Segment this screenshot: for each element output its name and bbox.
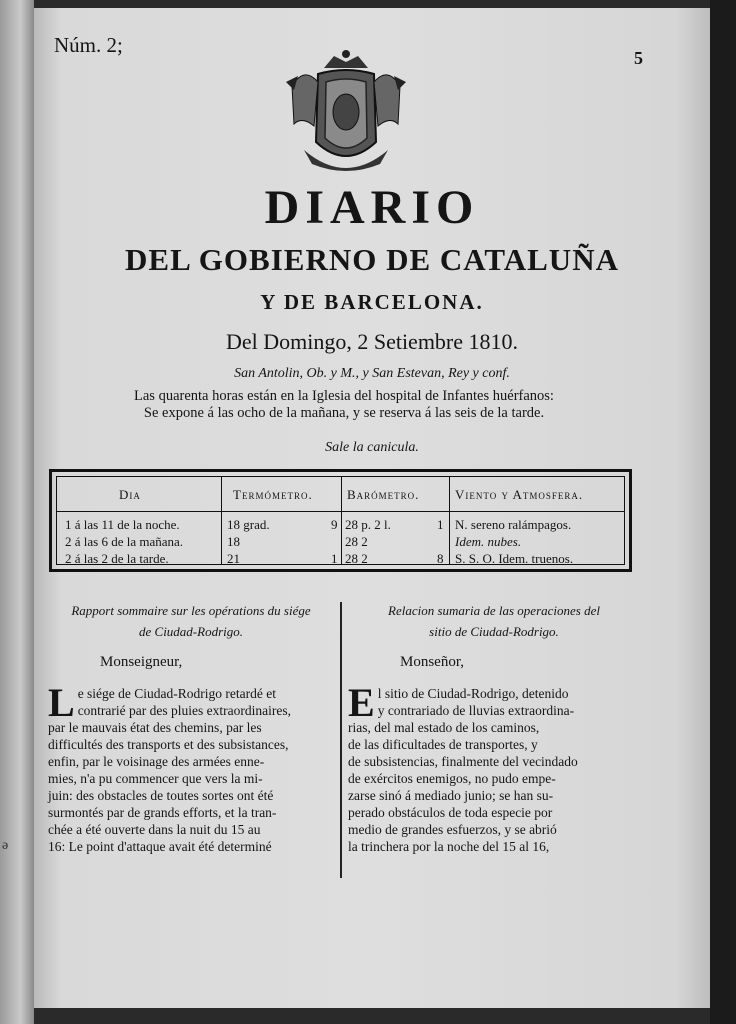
row-1-viento: N. sereno ralámpagos. <box>455 517 572 532</box>
spanish-line: l sitio de Ciudad-Rodrigo, detenido <box>377 686 569 701</box>
spanish-line: y contrariado de lluvias extraordina- <box>377 703 575 718</box>
masthead-title: DIARIO <box>264 181 480 234</box>
row-2-baro: 28 2 <box>345 534 368 549</box>
row-1-dia: 1 á las 11 de la noche. <box>65 517 180 532</box>
french-line: difficultés des transports et des subsistances, <box>48 737 289 752</box>
column-rule <box>341 477 342 564</box>
header-dia: Dia <box>119 487 141 502</box>
row-2-termo: 18 <box>227 534 240 549</box>
french-line: chée a été ouverte dans la nuit du 15 au <box>48 822 261 837</box>
column-rule <box>449 477 450 564</box>
row-3-dia: 2 á las 2 de la tarde. <box>65 551 169 566</box>
row-1-termo-frac: 9 <box>331 517 338 532</box>
spanish-line: de las dificultades de transportes, y <box>348 737 538 752</box>
spanish-drop-cap: E <box>348 680 375 725</box>
spanish-line: medio de grandes esfuerzos, y se abrió <box>348 822 557 837</box>
french-body <box>48 680 334 855</box>
page-number: 5 <box>634 48 643 68</box>
church-notice <box>64 388 624 422</box>
row-1-baro: 28 p. 2 l. <box>345 517 391 532</box>
row-3-baro: 28 2 <box>345 551 368 566</box>
french-line: juin: des obstacles de toutes sortes ont été <box>48 788 274 803</box>
french-title-line: de Ciudad-Rodrigo. <box>139 624 243 639</box>
canicula-note: Sale la canicula. <box>325 440 419 455</box>
header-termometro: Termómetro. <box>233 487 313 502</box>
french-line: par le mauvais état des chemins, par les <box>48 720 262 735</box>
row-1-termo: 18 grad. <box>227 517 270 532</box>
french-column <box>48 600 334 855</box>
row-1-baro-frac: 1 <box>437 517 444 532</box>
row-2-viento: Idem. nubes. <box>455 534 522 549</box>
spanish-title-line: sitio de Ciudad-Rodrigo. <box>429 624 559 639</box>
spanish-line: la trinchera por la noche del 15 al 16, <box>348 839 550 854</box>
spanish-body <box>348 680 640 855</box>
masthead-subtitle-city: Y DE BARCELONA. <box>260 290 484 314</box>
notice-line: Se expone á las ocho de la mañana, y se reserva á las seis de la tarde. <box>143 405 545 421</box>
spanish-line: de exércitos enemigos, no pudo empe- <box>348 771 556 786</box>
spanish-line: de subsistencias, finalmente del vecindado <box>348 754 578 769</box>
masthead-subtitle: DEL GOBIERNO DE CATALUÑA <box>125 242 619 277</box>
previous-page-edge: ə <box>0 0 34 1024</box>
french-line: 16: Le point d'attaque avait été determiné <box>48 839 272 854</box>
spanish-line: rias, del mal estado de los caminos, <box>348 720 540 735</box>
row-3-termo-frac: 1 <box>331 551 338 566</box>
spanish-title <box>348 600 640 642</box>
french-line: surmontés par de grands efforts, et la tran- <box>48 805 277 820</box>
french-title <box>48 600 334 642</box>
column-rule <box>221 477 222 564</box>
spanish-title-line: Relacion sumaria de las operaciones del <box>388 603 600 618</box>
royal-coat-of-arms-icon <box>284 46 408 176</box>
spanish-salutation: Monseñor, <box>400 654 464 670</box>
french-line: mies, n'a pu commencer que vers la mi- <box>48 771 263 786</box>
issue-date: Del Domingo, 2 Setiembre 1810. <box>225 329 519 354</box>
french-salutation: Monseigneur, <box>100 654 183 670</box>
french-line: e siége de Ciudad-Rodrigo retardé et <box>77 686 276 701</box>
saints-of-the-day: San Antolin, Ob. y M., y San Estevan, Rey y conf. <box>234 366 510 381</box>
french-drop-cap: L <box>48 680 75 725</box>
french-title-line: Rapport sommaire sur les opérations du siége <box>71 603 311 618</box>
header-barometro: Barómetro. <box>347 487 420 502</box>
notice-line: Las quarenta horas están en la Iglesia del hospital de Infantes huérfanos: <box>134 388 554 404</box>
header-viento: Viento y Atmosfera. <box>455 487 584 502</box>
spanish-line: zarse sinó á mediado junio; se han su- <box>348 788 554 803</box>
row-3-baro-frac: 8 <box>437 551 444 566</box>
issue-number: Núm. 2; <box>54 33 123 57</box>
row-3-viento: S. S. O. Idem. truenos. <box>455 551 574 566</box>
scan-border <box>710 0 736 1024</box>
column-divider <box>340 602 342 878</box>
french-line: enfin, par le voisinage des armées enne- <box>48 754 265 769</box>
newspaper-page <box>34 8 710 1008</box>
spanish-column <box>348 600 640 855</box>
row-2-dia: 2 á las 6 de la mañana. <box>65 534 184 549</box>
spanish-line: perado obstáculos de toda especie por <box>348 805 553 820</box>
row-3-termo: 21 <box>227 551 240 566</box>
weather-table <box>49 469 632 572</box>
french-line: contrarié par des pluies extraordinaires, <box>77 703 291 718</box>
